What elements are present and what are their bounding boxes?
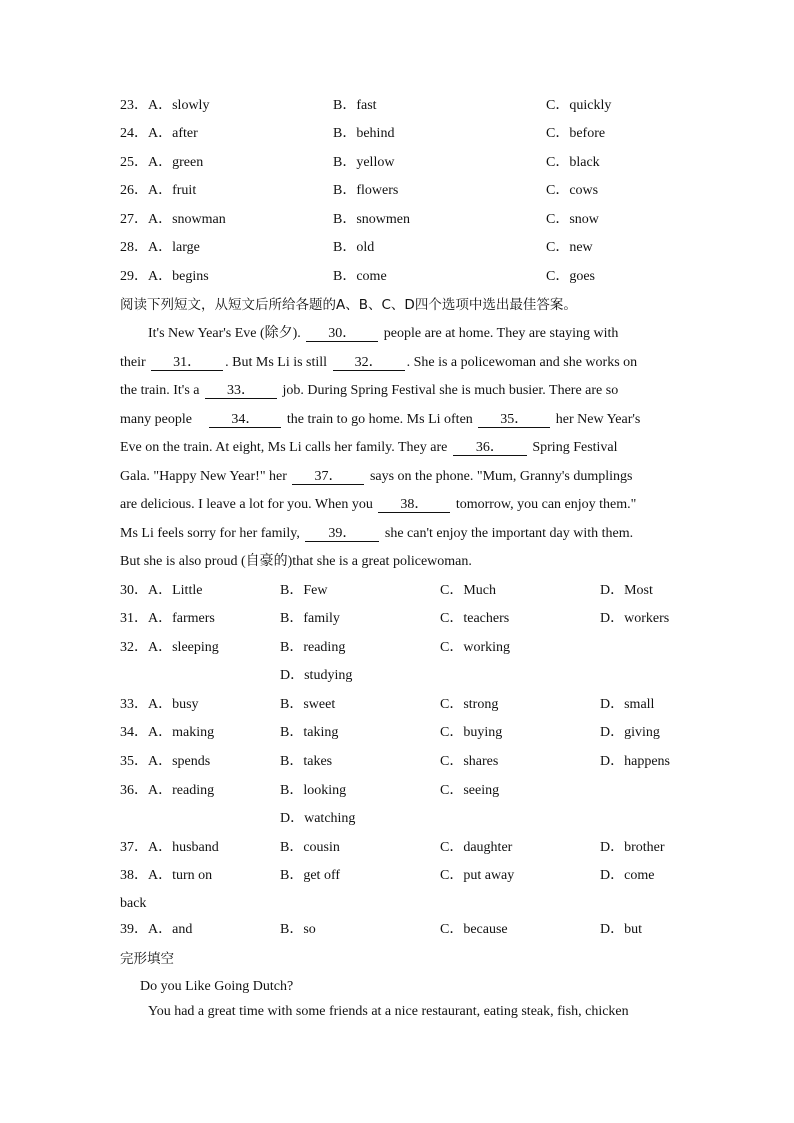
option-c: C．strong xyxy=(440,697,499,712)
blank-38: 38． xyxy=(378,497,450,513)
option-c: C．shares xyxy=(440,754,499,769)
option-c: C．quickly xyxy=(546,98,612,113)
question-34 xyxy=(120,724,214,742)
option-b: B．flowers xyxy=(333,183,399,198)
blank-30: 30． xyxy=(306,326,378,342)
question-30 xyxy=(120,582,202,600)
passage-text: . But Ms Li is still xyxy=(225,355,328,370)
option-b: B．fast xyxy=(333,98,377,113)
passage-text: It's New Year's Eve (除夕). xyxy=(148,326,301,341)
option-a: A．farmers xyxy=(148,611,215,626)
option-b: B．come xyxy=(333,269,387,284)
option-d: D．watching xyxy=(280,811,356,826)
option-a: A．after xyxy=(148,126,198,141)
passage-line xyxy=(120,439,660,457)
question-38 xyxy=(120,867,212,885)
option-c: C．put away xyxy=(440,868,515,883)
option-b: B．family xyxy=(280,611,340,626)
question-number: 30． xyxy=(120,583,148,598)
option-d: D．happens xyxy=(600,754,670,769)
option-b: B．takes xyxy=(280,754,333,769)
option-a: A．slowly xyxy=(148,98,210,113)
option-a: A．snowman xyxy=(148,212,226,227)
passage-text: she can't enjoy the important day with them. xyxy=(384,526,634,541)
option-a: A．begins xyxy=(148,269,209,284)
option-d: D．but xyxy=(600,922,642,937)
option-c: C．snow xyxy=(546,212,599,227)
question-31 xyxy=(120,610,215,628)
option-c: C．seeing xyxy=(440,783,500,798)
question-27 xyxy=(120,211,226,229)
passage-line xyxy=(120,354,660,372)
option-c: C．cows xyxy=(546,183,599,198)
passage-line xyxy=(148,325,688,343)
option-b: B．snowmen xyxy=(333,212,410,227)
option-c: C．daughter xyxy=(440,840,513,855)
option-d: D．small xyxy=(600,697,655,712)
blank-37: 37． xyxy=(292,469,364,485)
passage-text: Spring Festival xyxy=(532,440,618,455)
question-number: 29． xyxy=(120,269,148,284)
passage-text: Gala. "Happy New Year!" her xyxy=(120,469,287,484)
question-number: 23． xyxy=(120,98,148,113)
blank-39: 39． xyxy=(305,526,379,542)
passage-title: Do you Like Going Dutch? xyxy=(140,979,294,994)
question-33 xyxy=(120,696,199,714)
option-d: D．Most xyxy=(600,583,653,598)
passage-text: their xyxy=(120,355,146,370)
option-d-continued: back xyxy=(120,896,147,911)
question-35 xyxy=(120,753,210,771)
question-number: 32． xyxy=(120,640,148,655)
option-d: D．workers xyxy=(600,611,670,626)
question-26 xyxy=(120,182,196,200)
option-b: B．get off xyxy=(280,868,341,883)
question-29 xyxy=(120,268,209,286)
passage-text: . She is a policewoman and she works on xyxy=(406,355,638,370)
passage-text: people are at home. They are staying with xyxy=(383,326,619,341)
passage-text: many people xyxy=(120,412,192,427)
option-a: A．reading xyxy=(148,783,215,798)
option-b: B．cousin xyxy=(280,840,340,855)
passage-text: says on the phone. "Mum, Granny's dumplings xyxy=(369,469,633,484)
option-a: A．busy xyxy=(148,697,199,712)
option-b: B．reading xyxy=(280,640,346,655)
option-c: C．new xyxy=(546,240,593,255)
option-c: C．before xyxy=(546,126,606,141)
passage-line xyxy=(120,411,660,429)
option-d: D．giving xyxy=(600,725,660,740)
question-number: 39． xyxy=(120,922,148,937)
question-number: 26． xyxy=(120,183,148,198)
question-number: 35． xyxy=(120,754,148,769)
option-c: C．working xyxy=(440,640,510,655)
question-number: 36． xyxy=(120,783,148,798)
question-28 xyxy=(120,239,200,257)
question-39 xyxy=(120,921,192,939)
option-d: D．brother xyxy=(600,840,665,855)
question-number: 25． xyxy=(120,155,148,170)
passage-text: her New Year's xyxy=(555,412,641,427)
option-b: B．so xyxy=(280,922,316,937)
blank-36: 36． xyxy=(453,440,527,456)
blank-35: 35． xyxy=(478,412,550,428)
option-a: A．making xyxy=(148,725,215,740)
option-a: A．spends xyxy=(148,754,211,769)
blank-33: 33． xyxy=(205,383,277,399)
option-b: B．looking xyxy=(280,783,347,798)
question-number: 34． xyxy=(120,725,148,740)
passage-text: the train. It's a xyxy=(120,383,200,398)
passage-line xyxy=(120,525,660,543)
option-c: C．buying xyxy=(440,725,503,740)
question-37 xyxy=(120,839,219,857)
option-a: A．Little xyxy=(148,583,203,598)
question-number: 28． xyxy=(120,240,148,255)
question-25 xyxy=(120,154,203,172)
question-number: 27． xyxy=(120,212,148,227)
question-32 xyxy=(120,639,219,657)
question-number: 24． xyxy=(120,126,148,141)
option-a: A．fruit xyxy=(148,183,197,198)
option-a: A．husband xyxy=(148,840,219,855)
option-a: A．large xyxy=(148,240,200,255)
question-number: 37． xyxy=(120,840,148,855)
option-b: B．sweet xyxy=(280,697,336,712)
passage-text: the train to go home. Ms Li often xyxy=(286,412,473,427)
option-b: B．Few xyxy=(280,583,328,598)
question-23 xyxy=(120,97,209,115)
option-b: B．taking xyxy=(280,725,339,740)
question-number: 38． xyxy=(120,868,148,883)
question-number: 31． xyxy=(120,611,148,626)
section-instruction: 阅读下列短文，从短文后所给各题的A、B、C、D四个选项中选出最佳答案。 xyxy=(120,297,577,313)
question-24 xyxy=(120,125,198,143)
option-b: B．behind xyxy=(333,126,395,141)
passage-line: But she is also proud (自豪的)that she is a great policewoman. xyxy=(120,554,472,569)
option-a: A．turn on xyxy=(148,868,213,883)
passage-text: job. During Spring Festival she is much busier. There are so xyxy=(282,383,619,398)
blank-31: 31． xyxy=(151,355,223,371)
question-36 xyxy=(120,782,214,800)
option-a: A．sleeping xyxy=(148,640,219,655)
option-c: C．Much xyxy=(440,583,496,598)
option-d: D．come xyxy=(600,868,655,883)
option-c: C．teachers xyxy=(440,611,510,626)
passage-text: Ms Li feels sorry for her family, xyxy=(120,526,300,541)
passage-line: You had a great time with some friends at a nice restaurant, eating steak, fish, chicken xyxy=(148,1004,629,1019)
section-title: 完形填空 xyxy=(120,951,174,967)
option-d: D．studying xyxy=(280,668,353,683)
passage-line xyxy=(120,382,660,400)
passage-line xyxy=(120,496,660,514)
option-b: B．yellow xyxy=(333,155,395,170)
question-number: 33． xyxy=(120,697,148,712)
passage-line xyxy=(120,468,660,486)
option-b: B．old xyxy=(333,240,375,255)
option-c: C．black xyxy=(546,155,600,170)
passage-text: Eve on the train. At eight, Ms Li calls her family. They are xyxy=(120,440,448,455)
blank-34: 34． xyxy=(209,412,281,428)
option-c: C．goes xyxy=(546,269,595,284)
option-a: A．green xyxy=(148,155,204,170)
blank-32: 32． xyxy=(333,355,405,371)
passage-text: are delicious. I leave a lot for you. When you xyxy=(120,497,373,512)
option-a: A．and xyxy=(148,922,193,937)
option-c: C．because xyxy=(440,922,508,937)
passage-text: tomorrow, you can enjoy them." xyxy=(455,497,637,512)
